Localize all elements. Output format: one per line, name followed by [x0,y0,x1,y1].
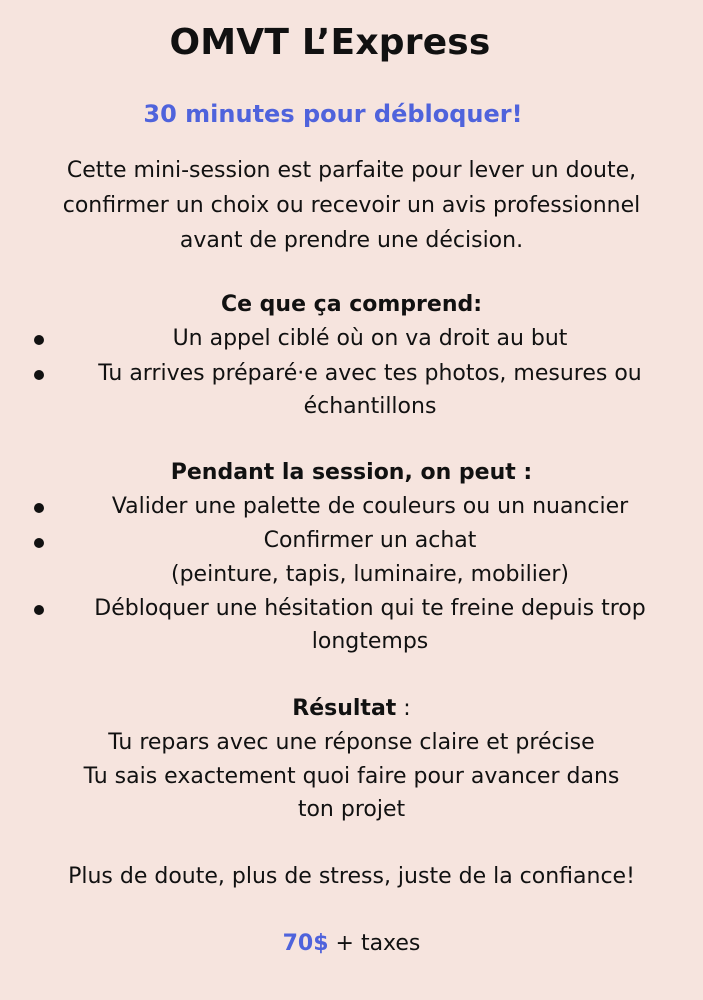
list-item: Confirmer un achat [263,528,477,553]
result-line: Tu sais exactement quoi faire pour avancer dans [83,764,620,789]
price-amount: 70$ [282,931,329,956]
bullet-icon [34,538,44,548]
session-heading: Pendant la session, on peut : [170,460,533,485]
list-item-continued: (peinture, tapis, luminaire, mobilier) [171,562,569,587]
list-item-continued: longtemps [311,629,429,654]
intro-line: confirmer un choix ou recevoir un avis professionnel [62,193,641,218]
list-item: Débloquer une hésitation qui te freine depuis trop [94,596,646,621]
page-subtitle: 30 minutes pour débloquer! [143,100,523,128]
closing-line: Plus de doute, plus de stress, juste de la confiance! [68,864,635,889]
bullet-icon [34,503,44,513]
includes-heading: Ce que ça comprend: [220,292,483,317]
intro-line: Cette mini-session est parfaite pour lever un doute, [66,158,637,183]
list-item-continued: échantillons [303,394,437,419]
intro-line: avant de prendre une décision. [179,228,524,253]
result-line: Tu repars avec une réponse claire et précise [108,730,595,755]
bullet-icon [34,335,44,345]
price-suffix: + taxes [328,931,421,956]
result-line: ton projet [297,797,406,822]
list-item: Tu arrives préparé·e avec tes photos, mesures ou [98,361,642,386]
page-title: OMVT L’Express [169,22,491,63]
result-heading [0,692,703,725]
bullet-icon [34,605,44,615]
bullet-icon [34,370,44,380]
list-item: Un appel ciblé où on va droit au but [172,326,568,351]
price-line [0,927,703,960]
list-item: Valider une palette de couleurs ou un nuancier [111,494,629,519]
result-label: Résultat [292,696,397,721]
result-suffix: : [396,696,411,721]
